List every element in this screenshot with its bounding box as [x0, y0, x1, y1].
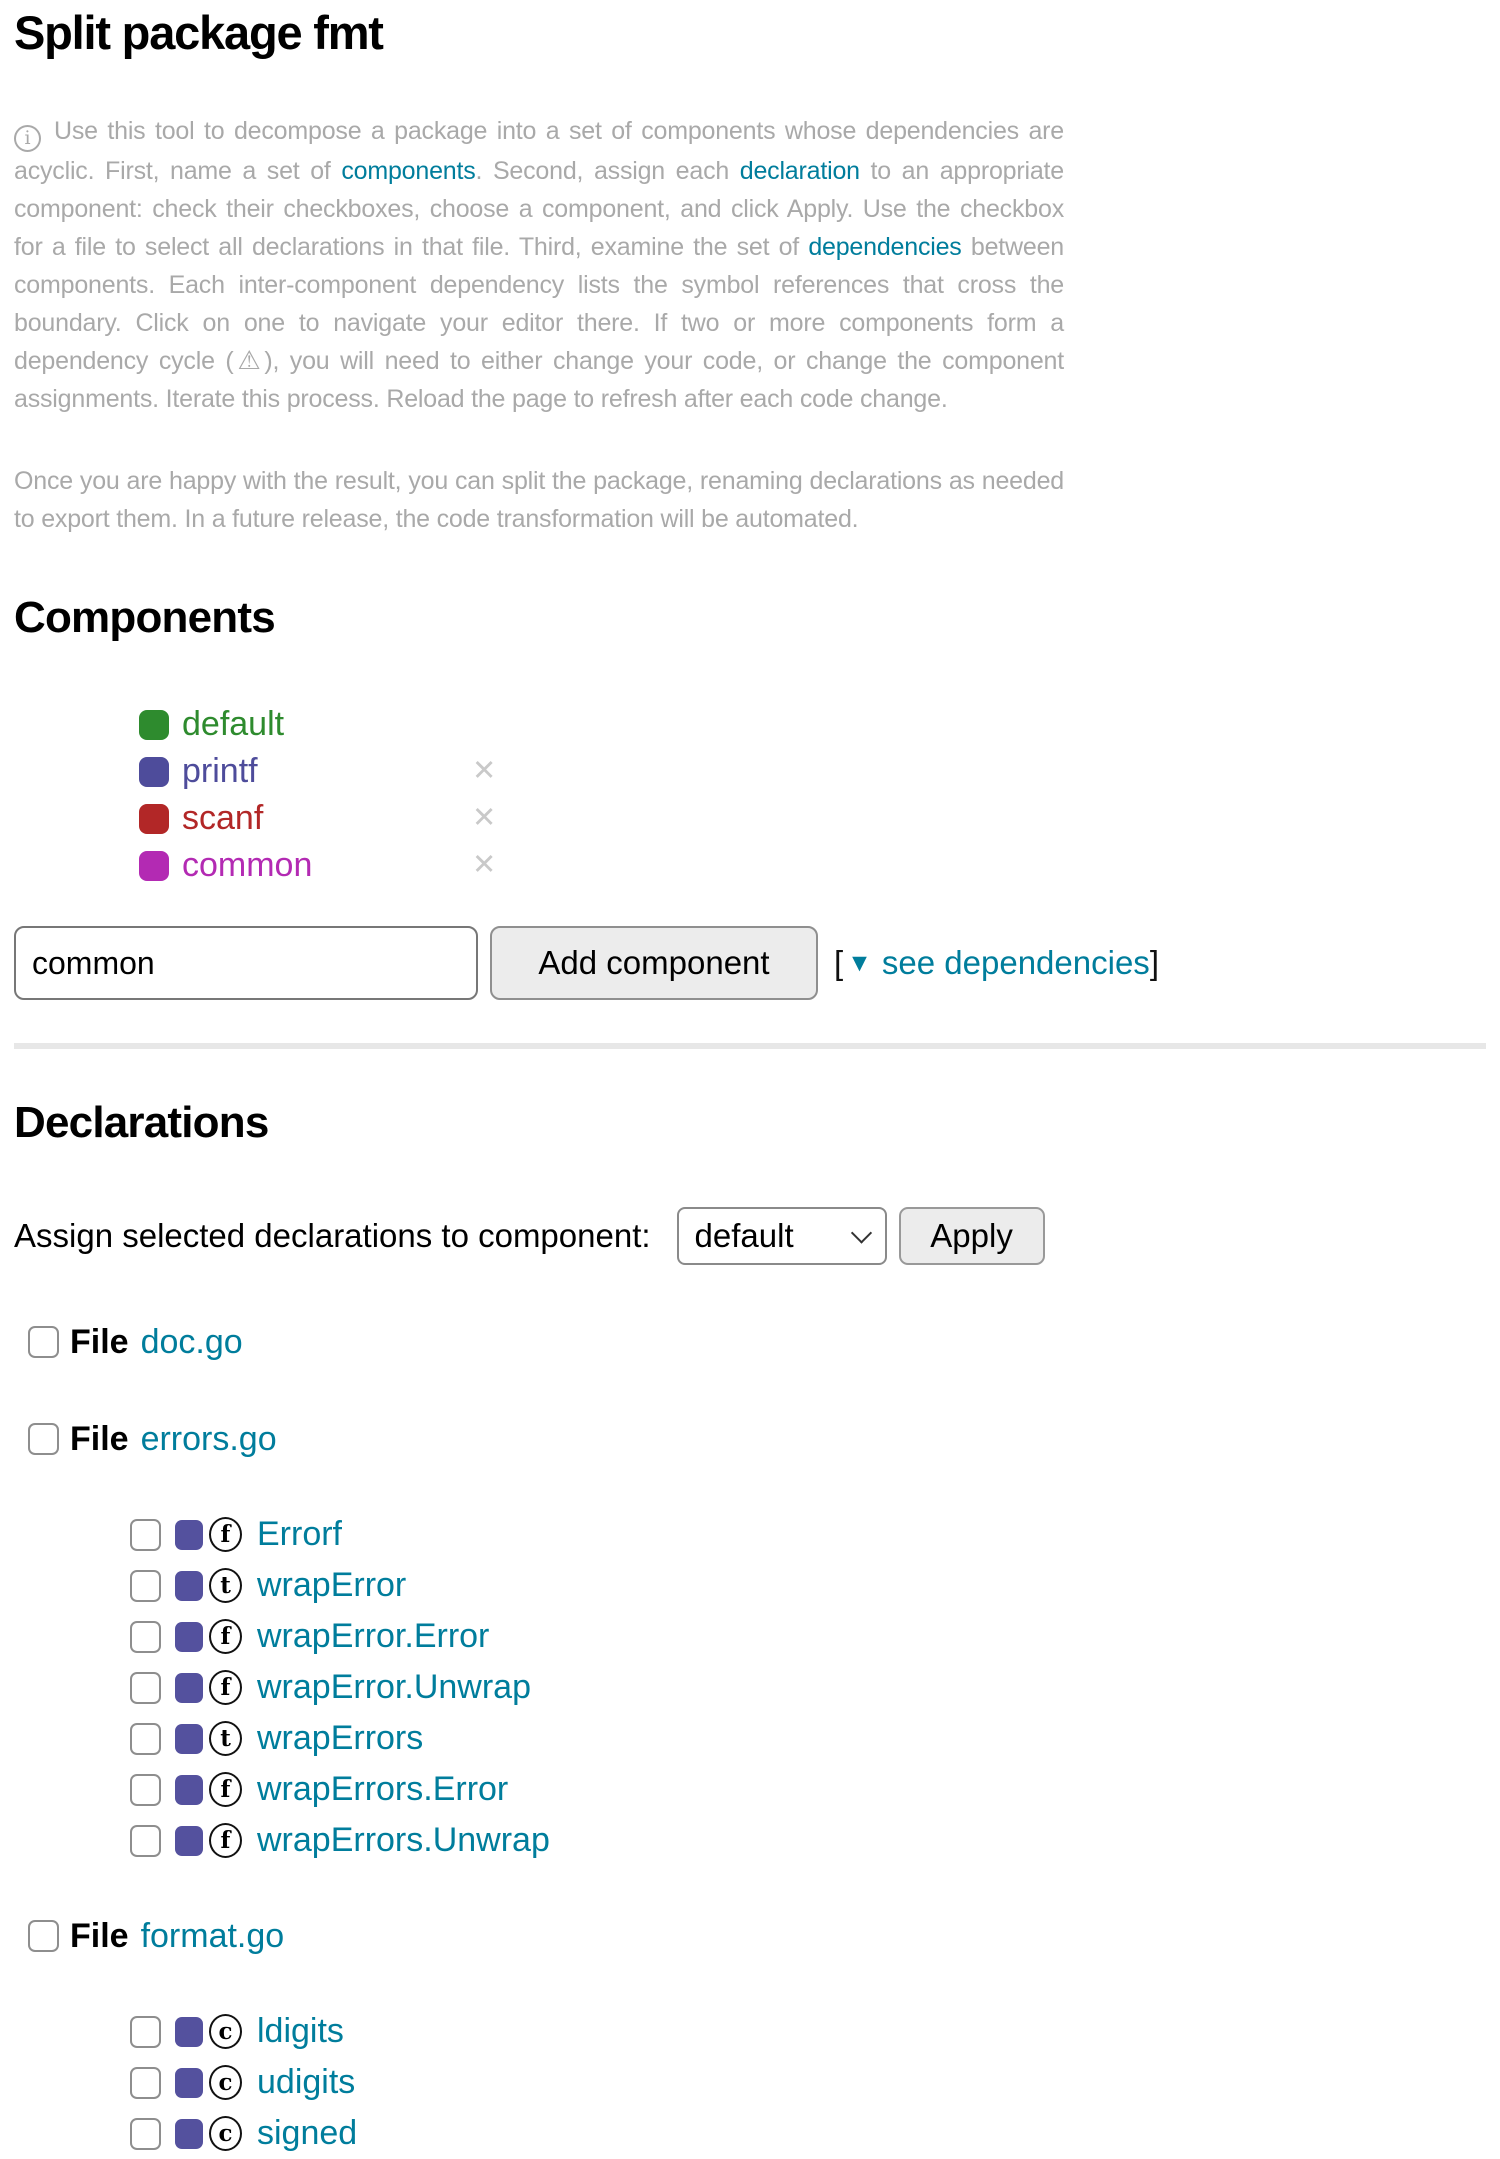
component-item-common — [139, 842, 1486, 889]
declaration-row — [130, 2006, 1486, 2057]
warning-icon: ⚠ — [233, 346, 265, 376]
file-checkbox-format.go[interactable] — [28, 1920, 59, 1952]
declaration-component-swatch — [175, 1622, 203, 1652]
triangle-down-icon: ▼ — [847, 949, 872, 977]
intro-link-components[interactable]: components — [341, 157, 476, 185]
declaration-checkbox-signed[interactable] — [130, 2118, 161, 2150]
func-icon: f — [209, 1772, 242, 1807]
declaration-row — [130, 2057, 1486, 2108]
declaration-row — [130, 1509, 1486, 1560]
component-item-printf — [139, 748, 1486, 795]
const-icon: c — [209, 2116, 242, 2151]
intro-text: between — [961, 233, 1064, 261]
file-row — [28, 1322, 1486, 1362]
func-icon: f — [209, 1823, 242, 1858]
declaration-component-swatch — [175, 1520, 203, 1550]
intro-text: Once you are happy with the result, you can split the package, renaming declarations as needed — [14, 467, 1064, 495]
declaration-row — [130, 1713, 1486, 1764]
intro-text: to an appropriate — [859, 157, 1064, 185]
intro-text: component: check their checkboxes, choose a component, and click Apply. Use the checkbox — [14, 195, 1064, 223]
intro-link-dependencies[interactable]: dependencies — [808, 233, 962, 261]
component-name-input[interactable] — [14, 926, 478, 1000]
declaration-checkbox-wrapErrors.Error[interactable] — [130, 1774, 161, 1806]
func-icon: f — [209, 1670, 242, 1705]
declaration-checkbox-Errorf[interactable] — [130, 1519, 161, 1551]
component-name: printf — [182, 752, 258, 790]
declaration-component-swatch — [175, 2068, 203, 2098]
component-name: common — [182, 846, 313, 884]
intro-paragraph-1 — [14, 112, 1064, 418]
intro-text: Use this tool to decompose a package into a set of components whose dependencies are — [54, 117, 1064, 145]
declaration-checkbox-udigits[interactable] — [130, 2067, 161, 2099]
remove-component-button[interactable]: ✕ — [472, 802, 497, 834]
declaration-link-wrapErrors.Unwrap[interactable]: wrapErrors.Unwrap — [257, 1821, 550, 1859]
bracket-close: ] — [1149, 944, 1159, 981]
component-name: scanf — [182, 799, 264, 837]
component-select-value: default — [694, 1217, 794, 1254]
component-select[interactable] — [677, 1207, 887, 1265]
func-icon: f — [209, 1619, 242, 1654]
component-color-swatch — [139, 710, 169, 740]
file-checkbox-errors.go[interactable] — [28, 1423, 59, 1455]
declaration-component-swatch — [175, 2017, 203, 2047]
declarations-heading: Declarations — [14, 1098, 269, 1147]
declaration-row — [130, 1815, 1486, 1866]
declaration-link-ldigits[interactable]: ldigits — [257, 2012, 344, 2050]
see-dependencies — [834, 944, 1159, 982]
declaration-component-swatch — [175, 1571, 203, 1601]
components-heading: Components — [14, 593, 275, 642]
apply-button[interactable]: Apply — [899, 1207, 1045, 1265]
files-list — [14, 1322, 1486, 2159]
declaration-component-swatch — [175, 1775, 203, 1805]
intro-text: dependency cycle ( — [14, 347, 234, 375]
declaration-checkbox-wrapError[interactable] — [130, 1570, 161, 1602]
type-icon: t — [209, 1568, 242, 1603]
intro-text: boundary. Click on one to navigate your editor there. If two or more components form a — [14, 309, 1064, 337]
declaration-checkbox-wrapErrors[interactable] — [130, 1723, 161, 1755]
func-icon: f — [209, 1517, 242, 1552]
file-link-doc.go[interactable]: doc.go — [140, 1322, 243, 1361]
component-name: default — [182, 705, 285, 743]
intro-text: . Second, assign each — [475, 157, 740, 185]
const-icon: c — [209, 2065, 242, 2100]
file-label: File — [70, 1322, 129, 1361]
declaration-checkbox-wrapErrors.Unwrap[interactable] — [130, 1825, 161, 1857]
const-icon: c — [209, 2014, 242, 2049]
intro-text: ), you will need to either change your code, or change the component — [264, 347, 1065, 375]
intro-text: acyclic. First, name a set of — [14, 157, 342, 185]
file-row — [28, 1916, 1486, 1956]
declaration-row — [130, 1560, 1486, 1611]
declaration-link-wrapError.Error[interactable]: wrapError.Error — [257, 1617, 490, 1655]
intro-paragraph-2 — [14, 462, 1064, 538]
file-section-errors.go — [14, 1419, 1486, 1866]
declaration-link-udigits[interactable]: udigits — [257, 2063, 356, 2101]
declaration-link-wrapErrors[interactable]: wrapErrors — [257, 1719, 424, 1757]
file-label: File — [70, 1419, 129, 1458]
intro-link-declaration[interactable]: declaration — [739, 157, 860, 185]
page — [0, 8, 1500, 2159]
bracket-open: [ — [834, 944, 844, 981]
declaration-link-wrapError[interactable]: wrapError — [257, 1566, 407, 1604]
declaration-row — [130, 1662, 1486, 1713]
declaration-component-swatch — [175, 1826, 203, 1856]
page-title: Split package fmt — [14, 6, 383, 59]
add-component-button[interactable]: Add component — [490, 926, 818, 1000]
assign-label: Assign selected declarations to component: — [14, 1217, 651, 1254]
intro-text: to export them. In a future release, the code transformation will be automated. — [14, 505, 859, 533]
declaration-row — [130, 1764, 1486, 1815]
declaration-row — [130, 1611, 1486, 1662]
declaration-link-signed[interactable]: signed — [257, 2114, 358, 2152]
declaration-component-swatch — [175, 1673, 203, 1703]
declarations-list-errors.go — [14, 1509, 1486, 1866]
component-color-swatch — [139, 804, 169, 834]
declaration-component-swatch — [175, 2119, 203, 2149]
info-icon: i — [14, 125, 41, 152]
declaration-component-swatch — [175, 1724, 203, 1754]
chevron-down-icon — [850, 1222, 871, 1243]
file-link-format.go[interactable]: format.go — [140, 1916, 285, 1955]
declaration-link-Errorf[interactable]: Errorf — [257, 1515, 342, 1553]
intro-text: for a file to select all declarations in that file. Third, examine the set of — [14, 233, 809, 261]
section-divider — [14, 1043, 1486, 1049]
intro-text: assignments. Iterate this process. Reload the page to refresh after each code change. — [14, 385, 948, 413]
file-label: File — [70, 1916, 129, 1955]
file-section-doc.go — [14, 1322, 1486, 1362]
remove-component-button[interactable]: ✕ — [472, 755, 497, 787]
file-section-format.go — [14, 1916, 1486, 2159]
declaration-link-wrapErrors.Error[interactable]: wrapErrors.Error — [257, 1770, 509, 1808]
remove-component-button[interactable]: ✕ — [472, 849, 497, 881]
component-item-default — [139, 701, 1486, 748]
declaration-checkbox-ldigits[interactable] — [130, 2016, 161, 2048]
declaration-row — [130, 2108, 1486, 2159]
file-checkbox-doc.go[interactable] — [28, 1326, 59, 1358]
component-color-swatch — [139, 757, 169, 787]
see-dependencies-link[interactable]: see dependencies — [881, 944, 1150, 981]
file-row — [28, 1419, 1486, 1459]
file-link-errors.go[interactable]: errors.go — [140, 1419, 277, 1458]
declaration-link-wrapError.Unwrap[interactable]: wrapError.Unwrap — [257, 1668, 531, 1706]
components-list — [14, 701, 1486, 889]
assign-row — [14, 1207, 1486, 1265]
add-component-row — [14, 926, 1486, 1000]
declaration-checkbox-wrapError.Unwrap[interactable] — [130, 1672, 161, 1704]
intro-text: components. Each inter-component dependency lists the symbol references that cross the — [14, 271, 1064, 299]
declarations-list-format.go — [14, 2006, 1486, 2159]
declaration-checkbox-wrapError.Error[interactable] — [130, 1621, 161, 1653]
type-icon: t — [209, 1721, 242, 1756]
component-item-scanf — [139, 795, 1486, 842]
component-color-swatch — [139, 851, 169, 881]
